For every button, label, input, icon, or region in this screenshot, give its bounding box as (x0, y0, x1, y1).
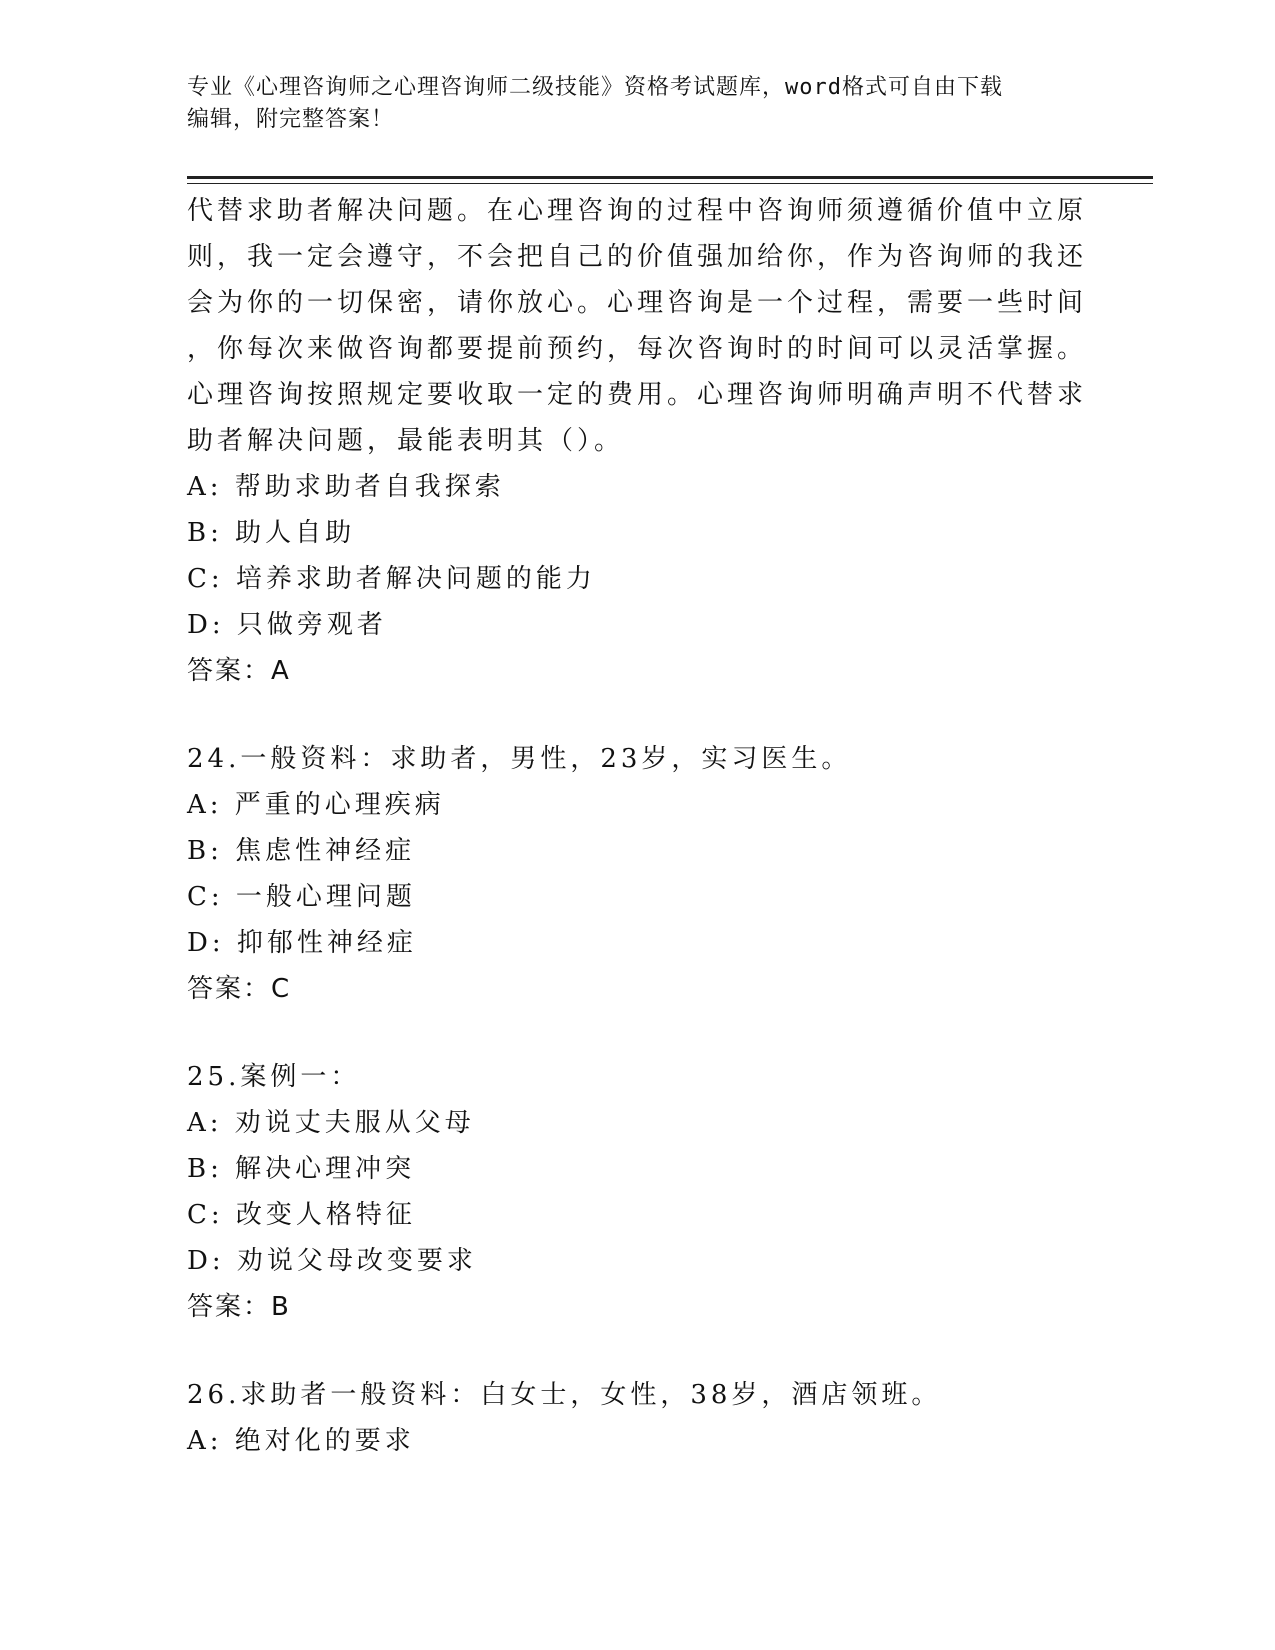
answer-line: 答案：C (187, 974, 292, 1004)
question-stem-line: 会为你的一切保密，请你放心。心理咨询是一个过程，需要一些时间 (187, 288, 1088, 318)
spacer (187, 694, 1067, 736)
question-24 (187, 736, 1067, 1012)
option-b: B: 解决心理冲突 (187, 1154, 416, 1184)
answer-line: 答案：B (187, 1292, 291, 1322)
question-stem: 26.求助者一般资料：白女士，女性，38岁，酒店领班。 (187, 1380, 942, 1410)
option-c: C: 培养求助者解决问题的能力 (187, 564, 596, 594)
question-26 (187, 1372, 1067, 1464)
answer-line: 答案：A (187, 656, 291, 686)
option-c: C: 一般心理问题 (187, 882, 416, 912)
option-a: A: 劝说丈夫服从父母 (187, 1108, 475, 1138)
header-rule-thick (187, 176, 1153, 179)
option-c: C: 改变人格特征 (187, 1200, 416, 1230)
option-d: D: 只做旁观者 (187, 610, 387, 640)
document-header (187, 72, 1067, 136)
option-d: D: 抑郁性神经症 (187, 928, 417, 958)
spacer (187, 1330, 1067, 1372)
question-stem-line: 则，我一定会遵守，不会把自己的价值强加给你，作为咨询师的我还 (187, 242, 1088, 272)
header-rule-thin (187, 183, 1153, 184)
header-line-1: 专业《心理咨询师之心理咨询师二级技能》资格考试题库，word格式可自由下载 (187, 75, 1003, 100)
option-b: B: 焦虑性神经症 (187, 836, 416, 866)
question-list (187, 188, 1088, 1464)
question-25 (187, 1054, 1067, 1330)
question-stem-line: ，你每次来做咨询都要提前预约，每次咨询时的时间可以灵活掌握。 (187, 334, 1088, 364)
question-stem-line: 助者解决问题，最能表明其（）。 (187, 426, 625, 456)
option-a: A: 严重的心理疾病 (187, 790, 445, 820)
question-stem-line: 心理咨询按照规定要收取一定的费用。心理咨询师明确声明不代替求 (187, 380, 1088, 410)
option-b: B: 助人自助 (187, 518, 356, 548)
option-a: A: 绝对化的要求 (187, 1426, 415, 1456)
header-line-2: 编辑，附完整答案！ (187, 107, 395, 132)
question-23 (187, 188, 1088, 694)
question-stem: 25.案例一： (187, 1062, 361, 1092)
option-d: D: 劝说父母改变要求 (187, 1246, 477, 1276)
spacer (187, 1012, 1067, 1054)
question-stem-line: 代替求助者解决问题。在心理咨询的过程中咨询师须遵循价值中立原 (187, 196, 1088, 226)
question-stem: 24.一般资料：求助者，男性，23岁，实习医生。 (187, 744, 852, 774)
option-a: A: 帮助求助者自我探索 (187, 472, 505, 502)
